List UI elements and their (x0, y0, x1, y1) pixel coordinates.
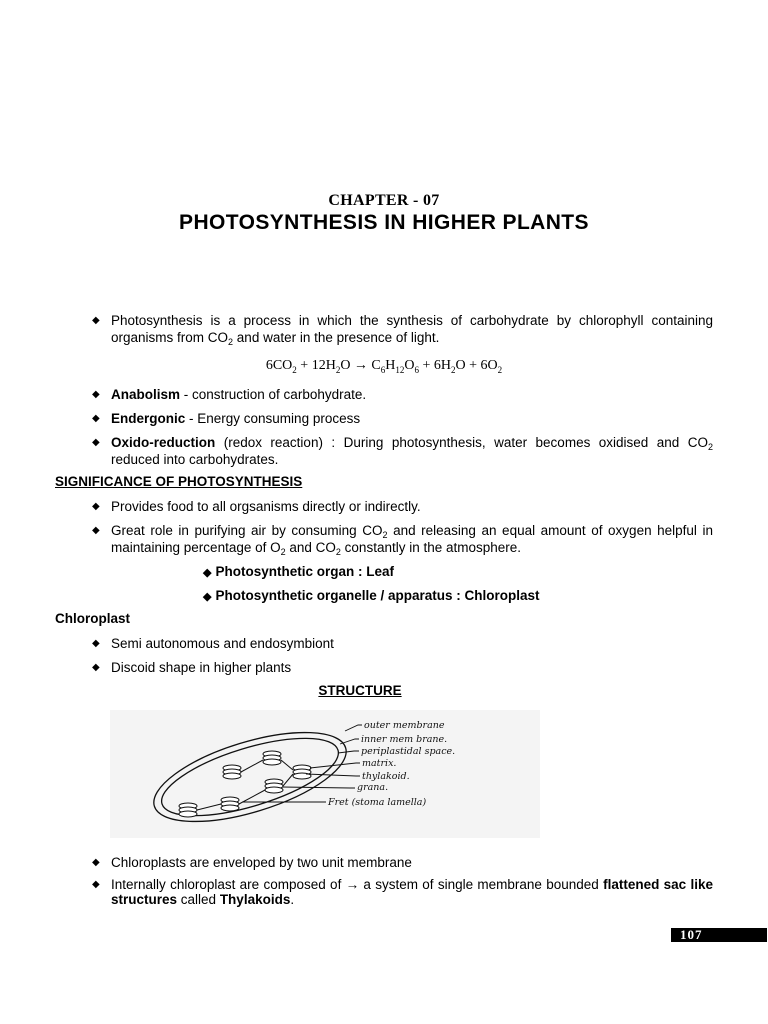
bullet-diamond-icon: ◆ (92, 389, 100, 400)
bullet-diamond-icon: ◆ (92, 879, 100, 890)
granum (263, 751, 281, 765)
granum (179, 803, 197, 817)
list-item-food: ◆ Provides food to all orgsanisms directly or indirectly. (92, 499, 421, 514)
bullet-diamond-icon: ◆ (92, 638, 100, 649)
list-item-oxido-reduction: ◆ Oxido-reduction (redox reaction) : During photosynthesis, water becomes oxidised and $CO_2$ reduced into carbohydrates. (92, 435, 713, 467)
list-item-anabolism: ◆ Anabolism - construction of carbohydrate. (92, 387, 367, 402)
page-title: PHOTOSYNTHESIS IN HIGHER PLANTS (179, 211, 589, 234)
bullet-diamond-icon: ◆ (92, 662, 100, 673)
granum (293, 765, 311, 779)
arrow-icon: → (345, 877, 360, 892)
page-number: 107 (680, 927, 703, 942)
structure-heading: STRUCTURE (318, 683, 402, 698)
label-inner-membrane: inner mem brane. (361, 734, 448, 745)
section-heading-significance: SIGNIFICANCE OF PHOTOSYNTHESIS (55, 474, 303, 489)
bullet-diamond-icon: ◆ (92, 413, 100, 424)
list-item-purify-air: ◆ Great role in purifying air by consuming $CO_2$ and releasing an equal amount of oxygen helpful in maintaining percentage of $O_2$ and $CO_2$ constantly in the atmosphere. (92, 523, 713, 557)
bullet-diamond-icon: ◆ (92, 857, 100, 868)
bullet-diamond-icon: ◆ (92, 501, 100, 512)
label-matrix: matrix. (362, 758, 397, 769)
label-outer-membrane: outer membrane (364, 720, 445, 731)
section-heading-chloroplast: Chloroplast (55, 611, 131, 626)
label-thylakoid: thylakoid. (362, 771, 410, 782)
list-item-enveloped: ◆ Chloroplasts are enveloped by two unit membrane (92, 855, 412, 870)
list-item-endergonic: ◆ Endergonic - Energy consuming process (92, 411, 361, 426)
list-item-discoid: ◆ Discoid shape in higher plants (92, 660, 292, 675)
chapter-number: CHAPTER - 07 (328, 192, 440, 209)
bullet-diamond-icon: ◆ (92, 525, 100, 536)
granum (223, 765, 241, 779)
photosynthesis-equation: $6CO_2 + 12H_2O \to C_6H_{12}O_6 + 6H_2O + 6O_2$ (265, 358, 503, 375)
photosynthetic-organ: ◆ Photosynthetic organ : Leaf (203, 564, 394, 579)
label-grana: grana. (357, 782, 389, 793)
photosynthetic-organelle: ◆ Photosynthetic organelle / apparatus : Chloroplast (203, 588, 540, 603)
list-item-semi-autonomous: ◆ Semi autonomous and endosymbiont (92, 636, 334, 651)
bullet-diamond-icon: ◆ (92, 315, 100, 326)
label-fret: Fret (stoma lamella) (328, 797, 427, 808)
granum (221, 797, 239, 811)
chloroplast-diagram (110, 710, 550, 840)
label-periplastidal-space: periplastidal space. (361, 746, 456, 757)
list-item-intro: ◆ Photosynthesis is a process in which the synthesis of carbohydrate by chlorophyll containing organisms from $CO_2$ and water in the presence of light. (92, 313, 713, 347)
bullet-diamond-icon: ◆ (203, 591, 212, 603)
list-item-thylakoids: ◆ Internally chloroplast are composed of → a system of single membrane bounded flattened sac like structures called Thylakoids. (92, 877, 713, 907)
granum (265, 779, 283, 793)
bullet-diamond-icon: ◆ (203, 567, 212, 579)
bullet-diamond-icon: ◆ (92, 437, 100, 448)
